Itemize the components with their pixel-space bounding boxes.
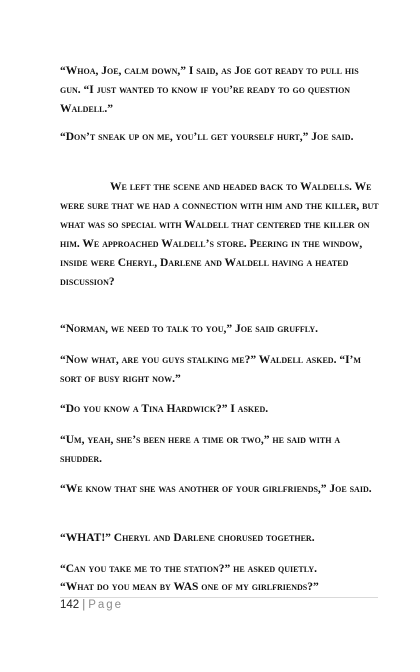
paragraph-11: “What do you mean by WAS one of my girlfriends?” <box>60 581 319 593</box>
footer-separator: | <box>82 599 86 611</box>
paragraph-9: “WHAT!” Cheryl and Darlene chorused together. <box>60 532 315 544</box>
page-footer <box>60 599 123 611</box>
page-label: Page <box>88 599 124 611</box>
paragraph-1: “Whoa, Joe, calm down,” I said, as Joe got ready to pull his gun. “I just wanted to know if you’re ready to go question Waldell.” <box>60 65 359 115</box>
paragraph-6: “Do you know a Tina Hardwick?” I asked. <box>60 403 269 415</box>
paragraph-8: “We know that she was another of your girlfriends,” Joe said. <box>60 483 372 495</box>
paragraph-3: We left the scene and headed back to Waldells. We were sure that we had a connection with him and the killer, but what was so special with Waldell that centered the killer on him. We approached Waldell’s store. Peering in the window, inside were Cheryl, Darlene and Waldell having a heated discussion? <box>60 181 379 288</box>
paragraph-4: “Norman, we need to talk to you,” Joe said gruffly. <box>60 323 319 335</box>
paragraph-2: “Don’t sneak up on me, you’ll get yourself hurt,” Joe said. <box>60 131 354 143</box>
paragraph-7: “Um, yeah, she’s been here a time or two,” he said with a shudder. <box>60 434 341 465</box>
paragraph-5: “Now what, are you guys stalking me?” Waldell asked. “I’m sort of busy right now.” <box>60 354 361 385</box>
page-number: 142 <box>60 599 80 611</box>
paragraph-10: “Can you take me to the station?” he asked quietly. <box>60 563 318 575</box>
footer-divider <box>60 597 378 598</box>
